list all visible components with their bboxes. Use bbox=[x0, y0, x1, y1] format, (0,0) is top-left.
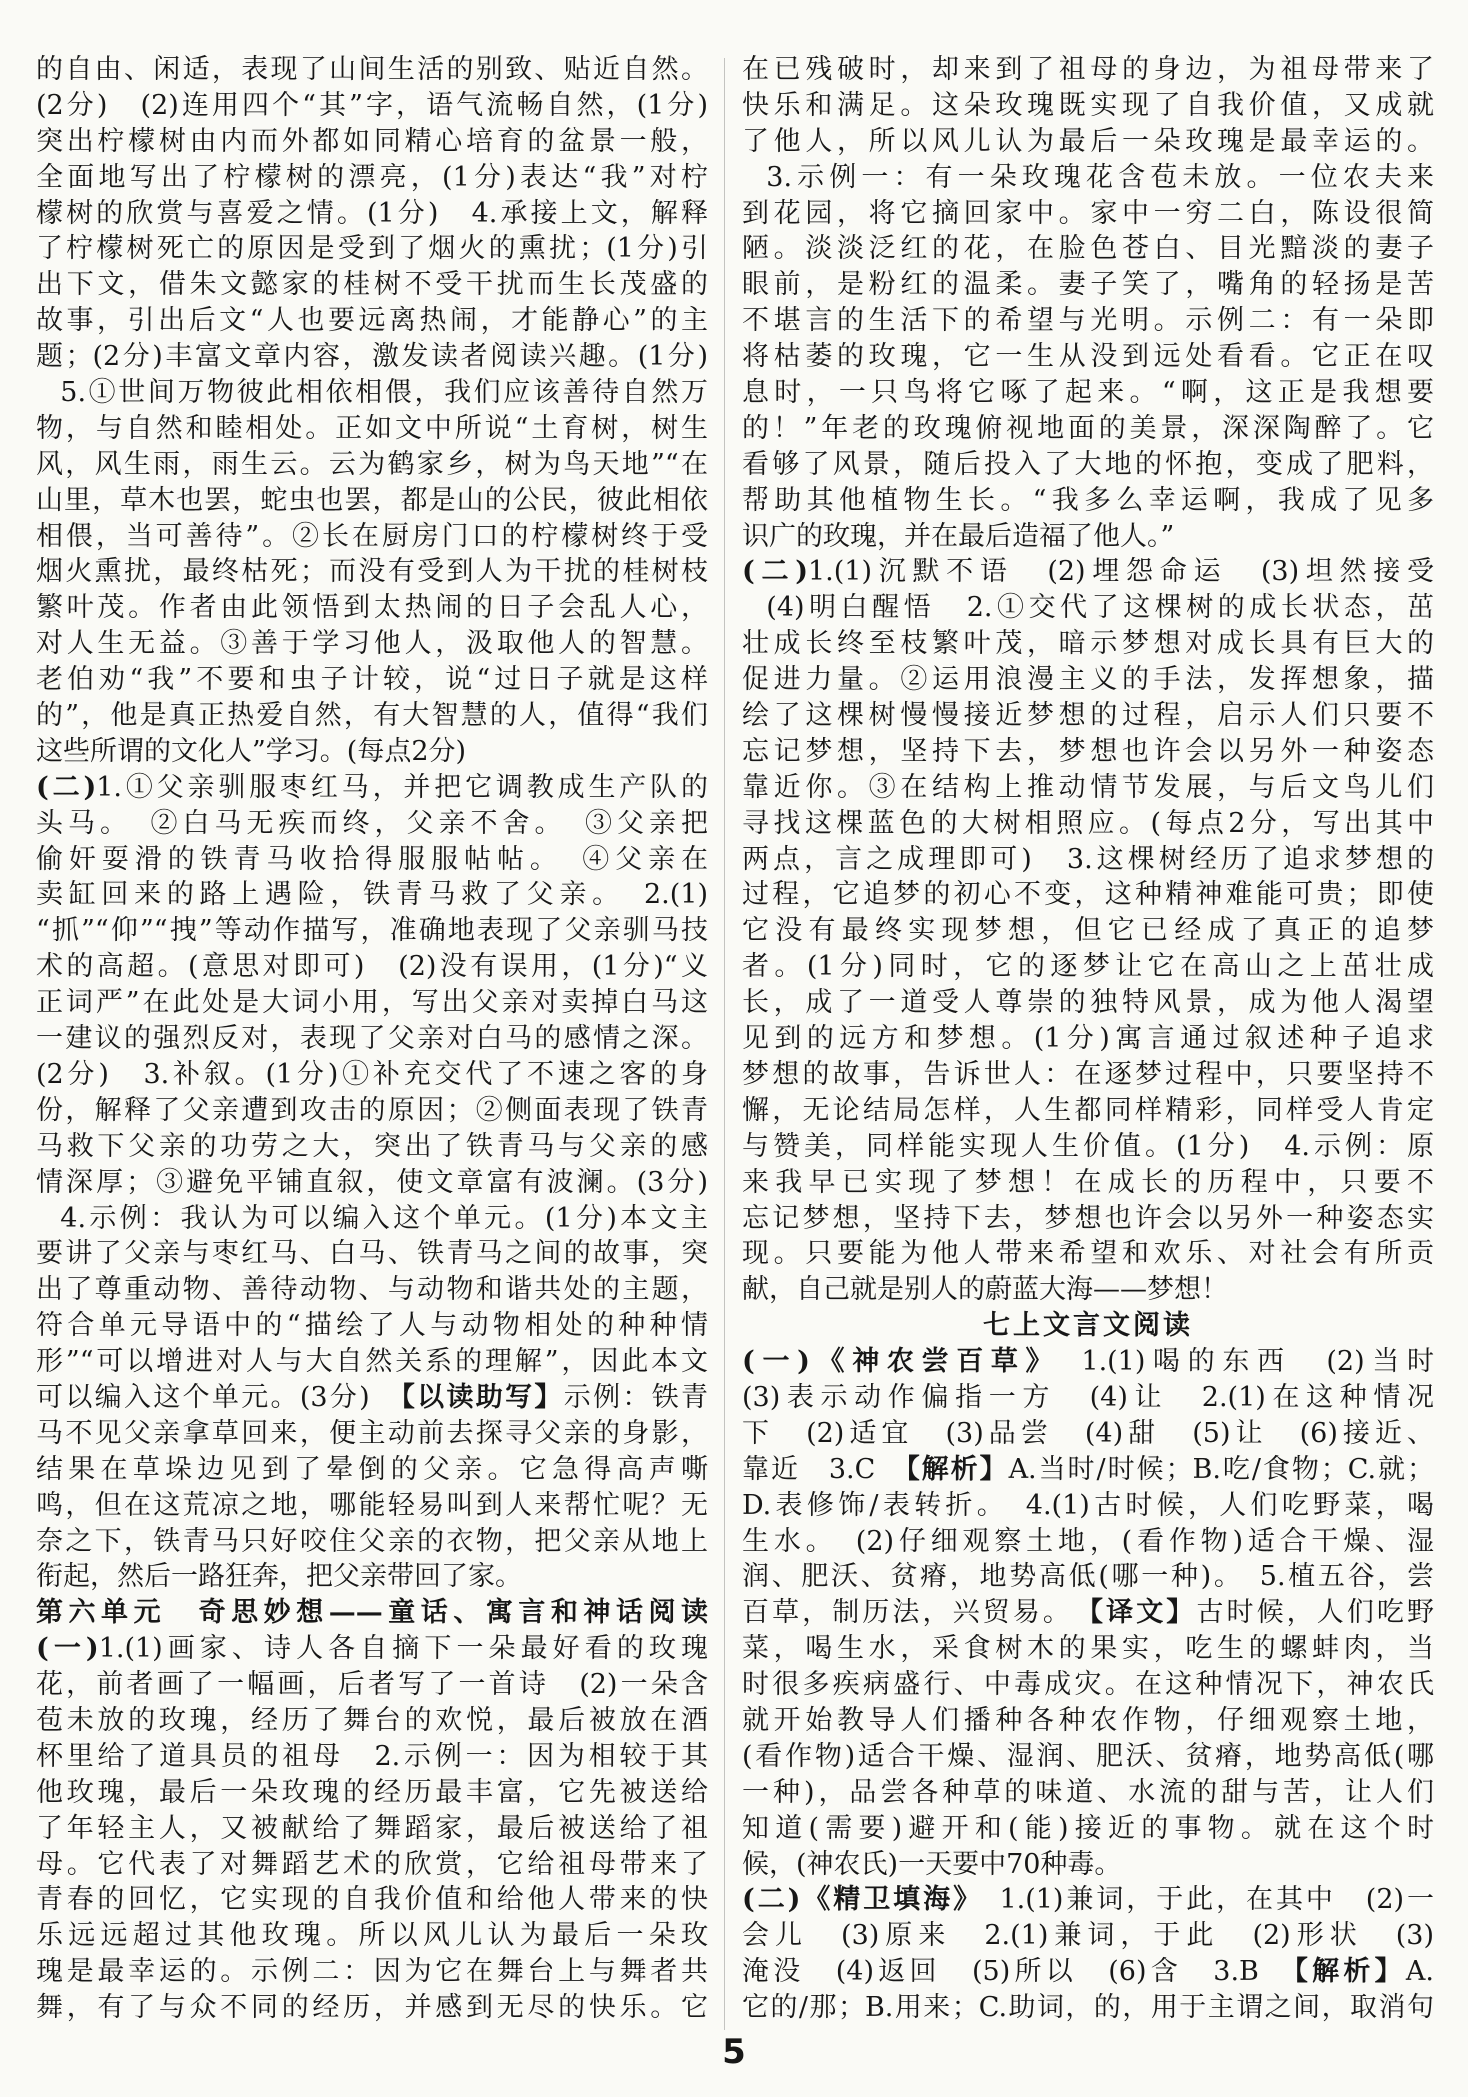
text-line: 靠近你。③在结构上推动情节发展，与后文鸟儿们 bbox=[742, 771, 1434, 803]
section-heading: 七上文言文阅读 bbox=[983, 1310, 1193, 1342]
text-line: 瑰是最幸运的。示例二：因为它在舞台上与舞者共 bbox=[36, 1956, 708, 1988]
section-marker: (二) bbox=[36, 771, 97, 803]
text-line: 结果在草垛边见到了晕倒的父亲。它急得高声嘶 bbox=[36, 1453, 708, 1485]
text-line: 下 (2)适宜 (3)品尝 (4)甜 (5)让 (6)接近、 bbox=[742, 1417, 1434, 1449]
text-line: (2分) (2)连用四个“其”字，语气流畅自然，(1分) bbox=[36, 89, 708, 121]
text-line: 故事，引出后文“人也要远离热闹，才能静心”的主 bbox=[36, 305, 708, 337]
line-text: 古时候，人们吃野 bbox=[1196, 1597, 1434, 1629]
text-line: 绘了这棵树慢慢接近梦想的过程，启示人们只要不 bbox=[742, 700, 1434, 732]
text-line: 奈之下，铁青马只好咬住父亲的衣物，把父亲从地上 bbox=[36, 1525, 708, 1557]
text-line bbox=[742, 554, 1434, 590]
text-line: 过程，它追梦的初心不变，这种精神难能可贵；即使 bbox=[742, 879, 1434, 911]
text-line: 了柠檬树死亡的原因是受到了烟火的熏扰；(1分)引 bbox=[36, 233, 708, 265]
text-line: 5.①世间万物彼此相依相偎，我们应该善待自然万 bbox=[60, 377, 708, 409]
line-text: 示例：铁青 bbox=[563, 1381, 708, 1413]
text-line: 懈，无论结局怎样，人生都同样精彩，同样受人肯定 bbox=[742, 1094, 1434, 1126]
text-line: 繁叶茂。作者由此领悟到太热闹的日子会乱人心， bbox=[36, 592, 708, 624]
text-line: 衔起，然后一路狂奔，把父亲带回了家。 bbox=[36, 1561, 522, 1593]
text-line: 乐远远超过其他玫瑰。所以风儿认为最后一朵玫 bbox=[36, 1920, 708, 1952]
text-line: 知道(需要)避开和(能)接近的事物。就在这个时 bbox=[742, 1812, 1434, 1844]
text-line: 看够了风景，随后投入了大地的怀抱，变成了肥料， bbox=[742, 448, 1434, 480]
section-marker: (二)《精卫填海》 bbox=[742, 1884, 970, 1916]
text-line: 烟火熏扰，最终枯死；而没有受到人为干扰的桂树枝 bbox=[36, 556, 708, 588]
line-text: 淹没 (4)返回 (5)所以 (6)含 3.B bbox=[742, 1956, 1295, 1988]
text-line: 来我早已实现了梦想！在成长的历程中，只要不 bbox=[742, 1166, 1434, 1198]
text-line: 到花园，将它摘回家中。家中一穷二白，陈设很简 bbox=[742, 197, 1434, 229]
text-line: 物，与自然和睦相处。正如文中所说“土育树，树生 bbox=[36, 412, 708, 444]
text-line: (看作物)适合干燥、湿润、肥沃、贫瘠，地势高低(哪 bbox=[742, 1740, 1434, 1772]
text-line: 相偎，当可善待”。②长在厨房门口的柠檬树终于受 bbox=[36, 520, 708, 552]
text-line: 快乐和满足。这朵玫瑰既实现了自我价值，又成就 bbox=[742, 89, 1434, 121]
left-column bbox=[36, 52, 708, 2026]
text-line: 陋。淡淡泛红的花，在脸色苍白、目光黯淡的妻子 bbox=[742, 233, 1434, 265]
text-line: D.表修饰/表转折。 4.(1)古时候，人们吃野菜，喝 bbox=[742, 1489, 1434, 1521]
text-line: 一建议的强烈反对，表现了父亲对白马的感情之深。 bbox=[36, 1023, 708, 1055]
line-text: 靠近 3.C bbox=[742, 1453, 907, 1485]
text-line: 见到的远方和梦想。(1分)寓言通过叙述种子追求 bbox=[742, 1023, 1434, 1055]
text-line: 长，成了一道受人尊崇的独特风景，成为他人渴望 bbox=[742, 987, 1434, 1019]
text-line: 情深厚；③避免平铺直叙，使文章富有波澜。(3分) bbox=[36, 1166, 708, 1198]
column-divider bbox=[724, 58, 725, 2030]
text-line: 的！”年老的玫瑰俯视地面的美景，深深陶醉了。它 bbox=[742, 412, 1434, 444]
text-line: 对人生无益。③善于学习他人，汲取他人的智慧。 bbox=[36, 628, 708, 660]
text-line: 题；(2分)丰富文章内容，激发读者阅读兴趣。(1分) bbox=[36, 341, 708, 373]
text-line: 出了尊重动物、善待动物、与动物和谐共处的主题， bbox=[36, 1274, 708, 1306]
text-line: 两点，言之成理即可) 3.这棵树经历了追求梦想的 bbox=[742, 843, 1434, 875]
text-line: 壮成长终至枝繁叶茂，暗示梦想对成长具有巨大的 bbox=[742, 628, 1434, 660]
text-line: 份，解释了父亲遭到攻击的原因；②侧面表现了铁青 bbox=[36, 1094, 708, 1126]
text-line: 梦想的故事，告诉世人：在逐梦过程中，只要坚持不 bbox=[742, 1058, 1434, 1090]
section-marker: (二) bbox=[742, 556, 808, 588]
text-line bbox=[36, 770, 708, 806]
text-line: 它的/那；B.用来；C.助词，的，用于主谓之间，取消句 bbox=[742, 1992, 1434, 2024]
line-text: 百草，制历法，兴贸易。 bbox=[742, 1597, 1090, 1629]
text-line: 促进力量。②运用浪漫主义的手法，发挥想象，描 bbox=[742, 664, 1434, 696]
text-line: 献，自己就是别人的蔚蓝大海——梦想！ bbox=[742, 1274, 1228, 1306]
section-heading: 第六单元 奇思妙想——童话、寓言和神话阅读 bbox=[36, 1597, 708, 1629]
text-line: 术的高超。(意思对即可) (2)没有误用，(1分)“义 bbox=[36, 951, 708, 983]
bracket-label: 【解析】 bbox=[1294, 1956, 1406, 1988]
line-text: 1.①父亲驯服枣红马，并把它调教成生产队的 bbox=[96, 771, 708, 803]
text-line: 正词严”在此处是大词小用，写出父亲对卖掉白马这 bbox=[36, 987, 708, 1019]
text-line: 息时，一只鸟将它啄了起来。“啊，这正是我想要 bbox=[742, 377, 1434, 409]
text-line: 的”，他是真正热爱自然，有大智慧的人，值得“我们 bbox=[36, 700, 708, 732]
text-line: 青春的回忆，它实现的自我价值和给他人带来的快 bbox=[36, 1884, 708, 1916]
text-line bbox=[742, 1595, 1434, 1631]
text-line: 卖缸回来的路上遇险，铁青马救了父亲。 2.(1) bbox=[36, 879, 708, 911]
line-text: A.当时/时候；B.吃/食物；C.就； bbox=[1008, 1453, 1434, 1485]
text-line: 一种)，品尝各种草的味道、水流的甜与苦，让人们 bbox=[742, 1776, 1434, 1808]
text-line: 符合单元导语中的“描绘了人与动物相处的种种情 bbox=[36, 1310, 708, 1342]
text-line: (4)明白醒悟 2.①交代了这棵树的成长状态，茁 bbox=[766, 592, 1434, 624]
text-line: 识广的玫瑰，并在最后造福了他人。” bbox=[742, 520, 1175, 552]
text-line: 帮助其他植物生长。“我多么幸运啊，我成了见多 bbox=[742, 484, 1434, 516]
text-line: 了他人，所以风儿认为最后一朵玫瑰是最幸运的。 bbox=[742, 125, 1434, 157]
text-line: 花，前者画了一幅画，后者写了一首诗 (2)一朵含 bbox=[36, 1669, 708, 1701]
line-text: 1.(1)画家、诗人各自摘下一朵最好看的玫瑰 bbox=[98, 1633, 708, 1665]
text-line: 马救下父亲的功劳之大，突出了铁青马与父亲的感 bbox=[36, 1130, 708, 1162]
text-line: 马不见父亲拿草回来，便主动前去探寻父亲的身影， bbox=[36, 1417, 708, 1449]
text-line: “抓”“仰”“拽”等动作描写，准确地表现了父亲驯马技 bbox=[36, 915, 708, 947]
text-line: 母。它代表了对舞蹈艺术的欣赏，它给祖母带来了 bbox=[36, 1848, 708, 1880]
text-line: 菜，喝生水，采食树木的果实，吃生的螺蚌肉，当 bbox=[742, 1633, 1434, 1665]
text-line bbox=[742, 1954, 1434, 1990]
text-line: 会儿 (3)原来 2.(1)兼词，于此 (2)形状 (3) bbox=[742, 1920, 1434, 1952]
text-line: 头马。 ②白马无疾而终，父亲不舍。 ③父亲把 bbox=[36, 807, 708, 839]
text-line: 偷奸耍滑的铁青马收拾得服服帖帖。 ④父亲在 bbox=[36, 843, 708, 875]
text-line: 不堪言的生活下的希望与光明。示例二：有一朵即 bbox=[742, 305, 1434, 337]
text-line: 老伯劝“我”不要和虫子计较，说“过日子就是这样 bbox=[36, 664, 708, 696]
text-line bbox=[36, 1380, 708, 1416]
text-line: 生水。 (2)仔细观察土地，(看作物)适合干燥、湿 bbox=[742, 1525, 1434, 1557]
right-column bbox=[742, 52, 1434, 2026]
text-line: 候，(神农氏)一天要中70种毒。 bbox=[742, 1848, 1122, 1880]
text-line: 舞，有了与众不同的经历，并感到无尽的快乐。它 bbox=[36, 1992, 708, 2024]
text-line: 他玫瑰，最后一朵玫瑰的经历最丰富，它先被送给 bbox=[36, 1776, 708, 1808]
text-line: (3)表示动作偏指一方 (4)让 2.(1)在这种情况 bbox=[742, 1381, 1434, 1413]
text-line: 形”“可以增进对人与大自然关系的理解”，因此本文 bbox=[36, 1346, 708, 1378]
section-marker: (一)《神农尝百草》 bbox=[742, 1346, 1047, 1378]
text-line: 与赞美，同样能实现人生价值。(1分) 4.示例：原 bbox=[742, 1130, 1434, 1162]
text-line: 檬树的欣赏与喜爱之情。(1分) 4.承接上文，解释 bbox=[36, 197, 708, 229]
text-line: 忘记梦想，坚持下去，梦想也许会以另外一种姿态实 bbox=[742, 1202, 1434, 1234]
text-line bbox=[742, 1344, 1434, 1380]
bracket-label: 【以读助写】 bbox=[401, 1381, 564, 1413]
line-text: 可以编入这个单元。(3分) bbox=[36, 1381, 402, 1413]
text-line: 润、肥沃、贫瘠，地势高低(哪一种)。 5.植五谷，尝 bbox=[742, 1561, 1434, 1593]
line-text: 1.(1)沉默不语 (2)埋怨命运 (3)坦然接受 bbox=[808, 556, 1434, 588]
text-line: 现。只要能为他人带来希望和欢乐、对社会有所贡 bbox=[742, 1238, 1434, 1270]
text-line bbox=[742, 1452, 1434, 1488]
text-line: 了年轻主人，又被献给了舞蹈家，最后被送给了祖 bbox=[36, 1812, 708, 1844]
text-line: 全面地写出了柠檬树的漂亮，(1分)表达“我”对柠 bbox=[36, 161, 708, 193]
line-text: A. bbox=[1405, 1956, 1434, 1988]
text-line: 寻找这棵蓝色的大树相照应。(每点2分，写出其中 bbox=[742, 807, 1434, 839]
bracket-label: 【解析】 bbox=[906, 1453, 1009, 1485]
text-line: 要讲了父亲与枣红马、白马、铁青马之间的故事，突 bbox=[36, 1238, 708, 1270]
text-line: (2分) 3.补叙。(1分)①补充交代了不速之客的身 bbox=[36, 1058, 708, 1090]
text-line: 者。(1分)同时，它的逐梦让它在高山之上茁壮成 bbox=[742, 951, 1434, 983]
text-line: 就开始教导人们播种各种农作物，仔细观察土地， bbox=[742, 1704, 1434, 1736]
text-line: 风，风生雨，雨生云。云为鹤家乡，树为鸟天地”“在 bbox=[36, 448, 708, 480]
line-text: 1.(1)兼词，于此，在其中 (2)一 bbox=[969, 1884, 1434, 1916]
text-line: 时很多疾病盛行、中毒成灾。在这种情况下，神农氏 bbox=[742, 1669, 1434, 1701]
text-line: 出下文，借朱文懿家的桂树不受干扰而生长茂盛的 bbox=[36, 269, 708, 301]
text-line bbox=[742, 1882, 1434, 1918]
text-line: 突出柠檬树由内而外都如同精心培育的盆景一般， bbox=[36, 125, 708, 157]
text-line: 杯里给了道具员的祖母 2.示例一：因为相较于其 bbox=[36, 1740, 708, 1772]
bracket-label: 【译文】 bbox=[1089, 1597, 1197, 1629]
text-line: 将枯萎的玫瑰，它一生从没到远处看看。它正在叹 bbox=[742, 341, 1434, 373]
text-line: 4.示例：我认为可以编入这个单元。(1分)本文主 bbox=[60, 1202, 708, 1234]
line-text: 1.(1)喝的东西 (2)当时 bbox=[1046, 1346, 1434, 1378]
text-line: 忘记梦想，坚持下去，梦想也许会以另外一种姿态 bbox=[742, 735, 1434, 767]
text-line bbox=[36, 1631, 708, 1667]
text-line: 在已残破时，却来到了祖母的身边，为祖母带来了 bbox=[742, 54, 1434, 85]
text-line: 这些所谓的文化人”学习。(每点2分) bbox=[36, 735, 467, 767]
text-line: 鸣，但在这荒凉之地，哪能轻易叫到人来帮忙呢？无 bbox=[36, 1489, 708, 1521]
text-line: 的自由、闲适，表现了山间生活的别致、贴近自然。 bbox=[36, 54, 708, 85]
text-line: 眼前，是粉红的温柔。妻子笑了，嘴角的轻扬是苦 bbox=[742, 269, 1434, 301]
text-line: 3.示例一：有一朵玫瑰花含苞未放。一位农夫来 bbox=[766, 161, 1434, 193]
page-number: 5 bbox=[722, 2032, 746, 2072]
section-marker: (一) bbox=[36, 1633, 99, 1665]
text-line: 山里，草木也罢，蛇虫也罢，都是山的公民，彼此相依 bbox=[36, 484, 708, 516]
text-line: 苞未放的玫瑰，经历了舞台的欢悦，最后被放在酒 bbox=[36, 1704, 708, 1736]
text-line: 它没有最终实现梦想，但它已经成了真正的追梦 bbox=[742, 915, 1434, 947]
